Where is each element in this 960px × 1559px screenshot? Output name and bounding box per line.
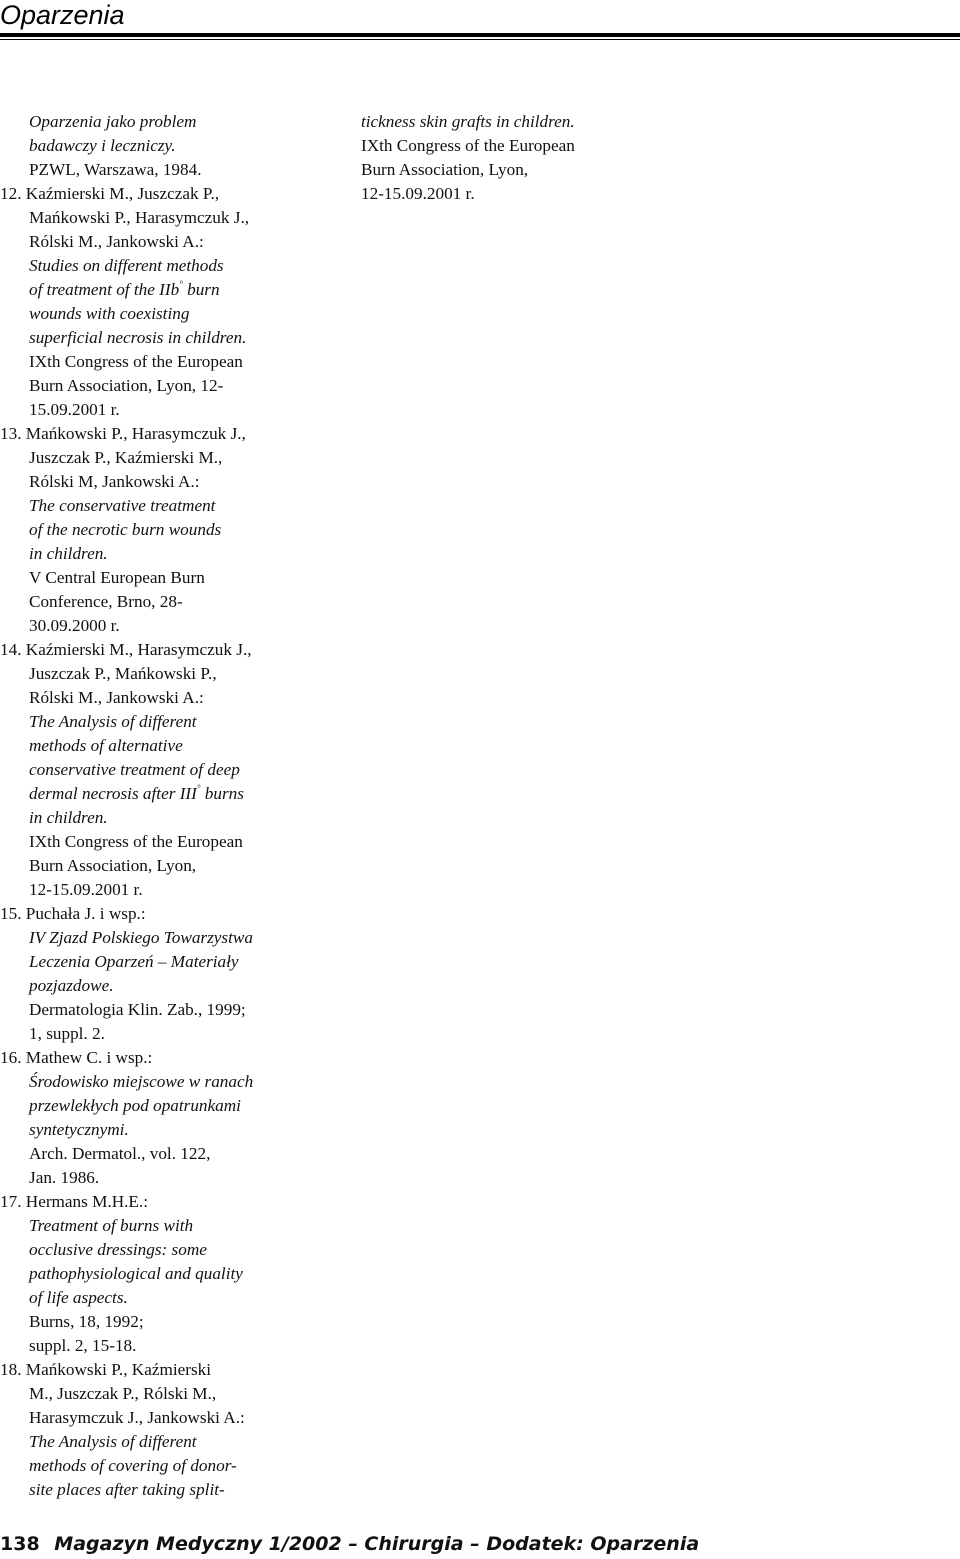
reference-line: 13. Mańkowski P., Harasymczuk J., (0, 424, 246, 443)
reference-line: 1, suppl. 2. (29, 1024, 105, 1043)
reference-line: IV Zjazd Polskiego Towarzystwa (29, 928, 253, 947)
reference-line: conservative treatment of deep (29, 760, 240, 779)
reference-line: M., Juszczak P., Rólski M., (29, 1384, 217, 1403)
reference-line: Rólski M., Jankowski A.: (29, 232, 204, 251)
reference-line: Arch. Dermatol., vol. 122, (29, 1144, 211, 1163)
reference-line: Conference, Brno, 28- (29, 592, 183, 611)
reference-line: superficial necrosis in children. (29, 328, 247, 347)
reference-line: PZWL, Warszawa, 1984. (29, 160, 202, 179)
page-number: 138 (0, 1533, 40, 1555)
reference-line: Oparzenia jako problem (29, 112, 197, 131)
reference-line: occlusive dressings: some (29, 1240, 207, 1259)
reference-line: suppl. 2, 15-18. (29, 1336, 137, 1355)
references-left-column (0, 110, 340, 1502)
reference-line: Harasymczuk J., Jankowski A.: (29, 1408, 245, 1427)
reference-line: IXth Congress of the European (29, 352, 243, 371)
reference-line: Mańkowski P., Harasymczuk J., (29, 208, 250, 227)
reference-line: dermal necrosis after III° burns (29, 783, 244, 803)
reference-line: 12. Kaźmierski M., Juszczak P., (0, 184, 220, 203)
reference-line: in children. (29, 544, 108, 563)
reference-line: 17. Hermans M.H.E.: (0, 1192, 148, 1211)
reference-line: of treatment of the IIb° burn (29, 279, 220, 299)
reference-line: Środowisko miejscowe w ranach (29, 1072, 254, 1091)
reference-line: Leczenia Oparzeń – Materiały (29, 952, 239, 971)
reference-line: 15. Puchała J. i wsp.: (0, 904, 146, 923)
reference-line: tickness skin grafts in children. (361, 112, 575, 131)
reference-line: 12-15.09.2001 r. (29, 880, 143, 899)
reference-line: 12-15.09.2001 r. (361, 184, 475, 203)
reference-line: The conservative treatment (29, 496, 216, 515)
reference-line: 30.09.2000 r. (29, 616, 120, 635)
reference-line: Burn Association, Lyon, (361, 160, 529, 179)
reference-line: wounds with coexisting (29, 304, 190, 323)
reference-line: in children. (29, 808, 108, 827)
header-rule-thin (0, 39, 960, 40)
page-footer (0, 1533, 699, 1555)
journal-name: Magazyn Medyczny 1/2002 – Chirurgia – Dodatek: Oparzenia (54, 1533, 700, 1555)
reference-line: Juszczak P., Kaźmierski M., (29, 448, 223, 467)
reference-line: Rólski M, Jankowski A.: (29, 472, 200, 491)
reference-line: of life aspects. (29, 1288, 128, 1307)
reference-line: methods of alternative (29, 736, 183, 755)
reference-line: Dermatologia Klin. Zab., 1999; (29, 1000, 246, 1019)
reference-line: Jan. 1986. (29, 1168, 100, 1187)
reference-line: pathophysiological and quality (29, 1264, 243, 1283)
reference-line: przewlekłych pod opatrunkami (29, 1096, 241, 1115)
reference-line: The Analysis of different (29, 1432, 197, 1451)
reference-line: Studies on different methods (29, 256, 224, 275)
reference-line: methods of covering of donor- (29, 1456, 237, 1475)
reference-line: IXth Congress of the European (29, 832, 243, 851)
reference-line: Rólski M., Jankowski A.: (29, 688, 204, 707)
reference-line: syntetycznymi. (29, 1120, 129, 1139)
reference-line: pozjazdowe. (29, 976, 114, 995)
reference-line: The Analysis of different (29, 712, 197, 731)
reference-line: Treatment of burns with (29, 1216, 194, 1235)
reference-line: 15.09.2001 r. (29, 400, 120, 419)
reference-line: 18. Mańkowski P., Kaźmierski (0, 1360, 212, 1379)
reference-line: site places after taking split- (29, 1480, 225, 1499)
reference-line: Burn Association, Lyon, (29, 856, 197, 875)
reference-line: 14. Kaźmierski M., Harasymczuk J., (0, 640, 252, 659)
reference-line: Juszczak P., Mańkowski P., (29, 664, 217, 683)
reference-line: 16. Mathew C. i wsp.: (0, 1048, 153, 1067)
header-rule-thick (0, 33, 960, 37)
reference-line: Burns, 18, 1992; (29, 1312, 144, 1331)
reference-line: V Central European Burn (29, 568, 205, 587)
reference-line: of the necrotic burn wounds (29, 520, 222, 539)
page-header-title: Oparzenia (0, 0, 125, 30)
reference-line: Burn Association, Lyon, 12- (29, 376, 224, 395)
reference-line: IXth Congress of the European (361, 136, 575, 155)
reference-line: badawczy i leczniczy. (29, 136, 176, 155)
references-right-column (361, 110, 691, 206)
